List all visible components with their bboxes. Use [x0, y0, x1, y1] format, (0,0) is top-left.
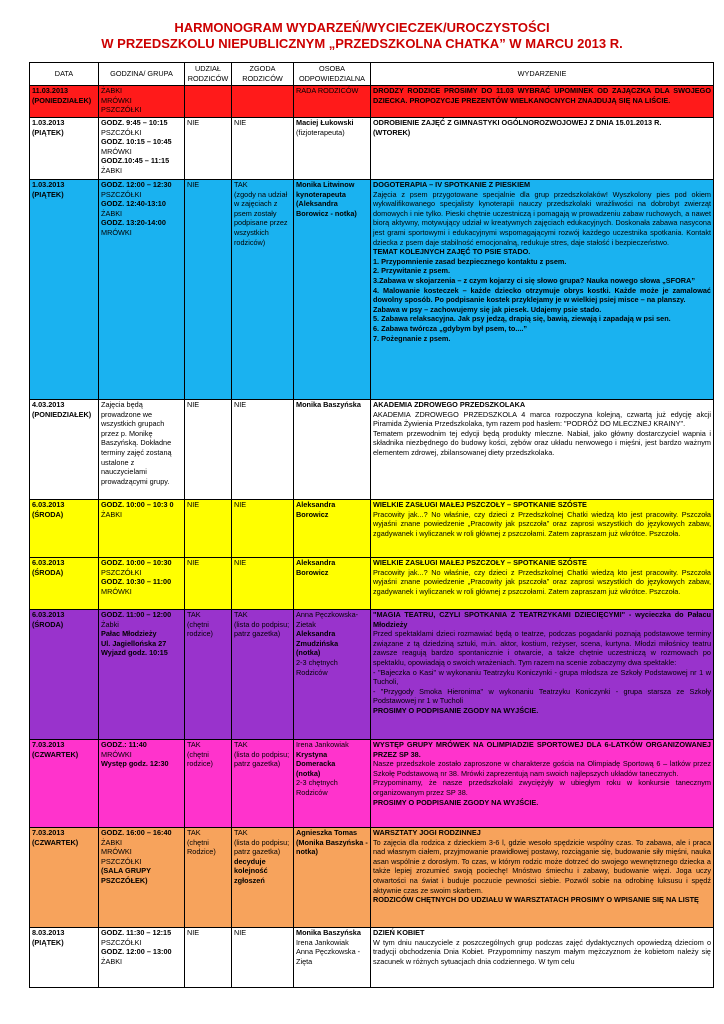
consent-cell — [232, 740, 294, 828]
time-group-cell-line: MRÓWKI — [101, 227, 132, 237]
time-group-cell-line: Żabki — [101, 619, 119, 629]
participation-cell-line: NIE — [187, 400, 200, 409]
responsible-person-cell — [294, 400, 371, 500]
participation-cell-line: TAK — [187, 610, 201, 619]
date-cell-line: (ŚRODA) — [32, 619, 64, 629]
responsible-person-cell — [294, 180, 371, 400]
participation-cell — [185, 500, 232, 558]
event-cell — [371, 558, 714, 610]
consent-cell-line: NIE — [234, 400, 247, 409]
consent-cell-line: (lista do podpisu; patrz gazetka) — [234, 749, 290, 769]
consent-cell-line: decyduje kolejność zgłoszeń — [234, 856, 268, 885]
header-date: DATA — [30, 63, 99, 86]
event-title: WARSZTATY JOGI RODZINNEJ — [373, 828, 481, 837]
date-cell-line: 6.03.2013 — [32, 610, 65, 619]
consent-cell — [232, 828, 294, 928]
participation-cell-line: TAK — [187, 828, 201, 837]
schedule-table — [29, 62, 714, 988]
date-cell — [30, 828, 99, 928]
event-cell — [371, 610, 714, 740]
time-group-cell — [99, 180, 185, 400]
event-cell — [371, 828, 714, 928]
table-body — [30, 86, 714, 988]
participation-cell — [185, 928, 232, 988]
responsible-person-cell — [294, 500, 371, 558]
consent-cell — [232, 500, 294, 558]
date-cell-line: 7.03.2013 — [32, 828, 65, 837]
responsible-person-cell-line: Maciej Łukowski — [296, 118, 354, 127]
consent-cell-line: (lista do podpisu; patrz gazetka) — [234, 837, 290, 857]
event-point: 7. Pożegnanie z psem. — [373, 333, 451, 343]
event-title: WIELKIE ZASŁUGI MAŁEJ PSZCZOŁY – SPOTKANIE SZÓSTE — [373, 500, 587, 509]
header-parent-consent: ZGODA RODZICÓW — [232, 63, 294, 86]
date-cell-line: (CZWARTEK) — [32, 749, 79, 759]
event-cell — [371, 400, 714, 500]
event-point: - "Przygody Smoka Hieronima" w wykonaniu Teatrzyku Koniczynki - grupa starsza ze Szkoły Podstawowej nr 1 w Tucholi — [373, 686, 711, 706]
time-group-cell-line: GODZ. 10:15 – 10:45 — [101, 137, 172, 147]
event-title: DOGOTERAPIA – IV SPOTKANIE Z PIESKIEM — [373, 180, 531, 189]
consent-cell-line: TAK — [234, 610, 248, 619]
date-cell-line: 6.03.2013 — [32, 500, 65, 509]
consent-cell — [232, 928, 294, 988]
consent-cell-line: NIE — [234, 558, 247, 567]
event-point: 6. Zabawa twórcza „gdybym był psem, to....” — [373, 323, 528, 333]
responsible-person-cell-line: 2-3 chętnych Rodziców — [296, 778, 338, 797]
time-group-cell-line: ŻABKI — [101, 208, 123, 218]
consent-cell — [232, 180, 294, 400]
event-cell — [371, 118, 714, 180]
participation-cell-line: NIE — [187, 558, 200, 567]
header-responsible-person: OSOBA ODPOWIEDZIALNA — [294, 63, 371, 86]
responsible-person-cell — [294, 610, 371, 740]
event-point: - "Bajeczka o Kasi" w wykonaniu Teatrzyku Koniczynki - grupa młodsza ze Szkoły Podstawowej nr 1 w Tucholi, — [373, 667, 711, 687]
participation-cell — [185, 558, 232, 610]
date-cell-line: 11.03.2013 — [32, 86, 69, 95]
event-description: Przed spektaklami dzieci rozmawiać będą o teatrze, podczas pogadanki poznają podstawowe terminy związane z tą dziedziną sztuki, m.in. aktor, kostium, reżyser, scena, kurtyna. Młodzi miłośnicy teatru zawsze reagują bardzo spontanicznie i otwarcie, a także chętnie uczestniczą w rozmowach po spektaklu, opowiadają o swoich wrażeniach. Tym razem na scenie zobaczymy dwa spektakle: — [373, 629, 711, 667]
date-cell-line: 4.03.2013 — [32, 400, 65, 409]
time-group-cell-line: GODZ. 12:40-13:10 — [101, 199, 166, 209]
date-cell — [30, 86, 99, 118]
time-group-cell-line: ŻABKI — [101, 509, 123, 519]
time-group-cell-line: Występ godz. 12:30 — [101, 759, 169, 769]
event-cell — [371, 928, 714, 988]
time-group-cell-line: MRÓWKI — [101, 95, 132, 105]
time-group-cell-line: GODZ. 12:00 – 12:30 — [101, 180, 172, 189]
responsible-person-cell — [294, 740, 371, 828]
time-group-cell-line: GODZ. 9:45 – 10:15 — [101, 118, 168, 127]
event-point: TEMAT KOLEJNYCH ZAJĘĆ TO PSIE STADO. — [373, 247, 531, 257]
consent-cell — [232, 118, 294, 180]
responsible-person-cell — [294, 928, 371, 988]
responsible-person-cell — [294, 86, 371, 118]
participation-cell-line: TAK — [187, 740, 201, 749]
event-point: 4. Malowanie kosteczek – każde dziecko otrzymuje obrys kostki. Każde może je zamalować dowolny sposób. Po podpisanie kostek przyklejamy je w wielkiej psiej misce – na planszy. — [373, 285, 711, 305]
responsible-person-cell-line: Agnieszka Tomas — [296, 828, 358, 837]
event-description: Przypominamy, że nasze przedszkolaki zwyciężyły w ubiegłym roku w konkursie tanecznym organizowanym przez SP 38. — [373, 778, 711, 797]
time-group-cell — [99, 500, 185, 558]
time-group-cell — [99, 118, 185, 180]
time-group-cell-line: GODZ. 10:00 – 10:3 0 — [101, 500, 174, 509]
responsible-person-cell-line: Monika Baszyńska — [296, 928, 361, 937]
responsible-person-cell-line: Aleksandra Borowicz — [296, 500, 336, 519]
consent-cell — [232, 86, 294, 118]
date-cell-line: 1.03.2013 — [32, 180, 65, 189]
date-cell — [30, 610, 99, 740]
time-group-cell-line: ŻABKI — [101, 86, 123, 95]
consent-cell-line: TAK — [234, 740, 248, 749]
event-text: (WTOREK) — [373, 127, 411, 137]
consent-cell-line: NIE — [234, 118, 247, 127]
responsible-person-cell-line: Monika Litwinow kynoterapeuta — [296, 180, 355, 199]
consent-cell-line: (zgody na udział w zajęciach z psem zostały podpisane przez wszystkich rodziców) — [234, 189, 288, 247]
event-title: WYSTĘP GRUPY MRÓWEK NA OLIMPIADZIE SPORTOWEJ DLA 6-LATKÓW ORGANIZOWANEJ PRZEZ SP 38. — [373, 740, 711, 759]
participation-cell-line: (chętni rodzice) — [187, 749, 213, 769]
responsible-person-cell-line: Monika Baszyńska — [296, 400, 361, 409]
responsible-person-cell-line: (notka) — [296, 648, 321, 658]
event-description: Zajęcia z psem przygotowane specjalnie dla grup przedszkolaków! Wyszkolony pies pod okiem wykwalifikowanego specjalisty kynoterapii nauczy przedszkolaki wrażliwości na dobrobyt zwierząt domowych i nie tylko. Pieski chętnie uczestniczą i pomagają w prowadzeniu zabaw ruchowych, a nawet biorą aktywny, motywujący udział w kreatywnych zajęciach edukacyjnych. Doskonała zabawa nasycona jest grami sportowymi i edukacyjnymi wspomagającymi rozwój każdego uczestnika spotkania. Kontakt dziecka z psem daje stabilność emocjonalną, redukuje stres, daje stałość i bezpieczeństwo. — [373, 189, 711, 247]
time-group-cell-line: GODZ. 13:20-14:00 — [101, 218, 166, 228]
time-group-cell-line: MRÓWKI — [101, 146, 132, 156]
event-cell — [371, 740, 714, 828]
time-group-cell — [99, 400, 185, 500]
responsible-person-cell-line: Irena Jankowiak — [296, 937, 349, 947]
responsible-person-cell — [294, 828, 371, 928]
participation-cell-line: (chętni Rodzice) — [187, 837, 216, 857]
time-group-cell-line: ŻABKI — [101, 165, 123, 175]
event-footer: RODZICÓW CHĘTNYCH DO UDZIAŁU W WARSZTATACH PROSIMY O WPISANIE SIĘ NA LISTĘ — [373, 895, 699, 905]
time-group-cell-line: GODZ. 11:30 – 12:15 — [101, 928, 172, 937]
participation-cell-line: NIE — [187, 180, 200, 189]
event-point: 5. Zabawa relaksacyjna. Jak psy jedzą, drapią się, bawią, ziewają i zapadają w psi sen. — [373, 314, 671, 324]
table-row — [30, 180, 714, 400]
consent-cell — [232, 610, 294, 740]
time-group-cell — [99, 610, 185, 740]
event-point: 3.Zabawa w skojarzenia – z czym kojarzy ci się słowo grupa? Nauka nowego słowa „SFORA” — [373, 275, 695, 285]
table-row — [30, 928, 714, 988]
event-text: DRODZY RODZICE PROSIMY DO 11.03 WYBRAĆ UPOMINEK OD ZAJĄCZKA DLA SWOJEGO DZIECKA. PROPOZYCJE PREZENTÓW WIELKANOCNYCH ZNAJDUJĄ SIĘ NA LIŚCIE. — [373, 86, 711, 105]
responsible-person-cell-line: Aleksandra Zmudzińska — [296, 629, 339, 648]
time-group-cell-line: PSZCZÓŁKI — [101, 127, 142, 137]
date-cell-line: (PIĄTEK) — [32, 189, 64, 199]
time-group-cell-line: Ul. Jagiellońska 27 — [101, 638, 167, 648]
table-row — [30, 118, 714, 180]
time-group-cell-line: Pałac Młodzieży — [101, 629, 157, 639]
time-group-cell-line: MRÓWKI — [101, 749, 132, 759]
document-title-line2: W PRZEDSZKOLU NIEPUBLICZNYM „PRZEDSZKOLNA CHATKA” W MARCU 2013 R. — [101, 36, 623, 51]
responsible-person-cell-line: (Aleksandra Borowicz - notka) — [296, 199, 357, 218]
responsible-person-cell-line: (Monika Baszyńska - notka) — [296, 837, 368, 857]
time-group-cell-line: PSZCZÓŁKI — [101, 567, 142, 577]
time-group-cell-line: GODZ.: 11:40 — [101, 740, 147, 749]
time-group-cell-line: PSZCZÓŁKI — [101, 105, 142, 115]
date-cell-line: (ŚRODA) — [32, 509, 64, 519]
date-cell-line: (CZWARTEK) — [32, 837, 79, 847]
event-cell — [371, 180, 714, 400]
responsible-person-cell — [294, 118, 371, 180]
event-title: "MAGIA TEATRU, CZYLI SPOTKANIA Z TEATRZYKAMI DZIECIĘCYMI" - wycieczka do Pałacu Młodzieży — [373, 610, 711, 629]
consent-cell-line: TAK — [234, 828, 248, 837]
responsible-person-cell-line: Irena Jankowiak — [296, 740, 349, 749]
time-group-cell-line: PSZCZÓŁKI — [101, 856, 142, 866]
consent-cell-line: (lista do podpisu; patrz gazetka) — [234, 619, 290, 639]
time-group-cell-line: GODZ. 10:30 – 11:00 — [101, 577, 172, 587]
participation-cell — [185, 610, 232, 740]
event-description: AKADEMIA ZDROWEGO PRZEDSZKOLA 4 marca rozpoczyna kolejną, czwartą już edycję akcji Piramida Żywienia Przedszkolaka, tym razem pod hasłem: "PODRÓŻ DO MLECZNEJ KRAINY". — [373, 409, 711, 429]
participation-cell-line: NIE — [187, 118, 200, 127]
time-group-cell — [99, 928, 185, 988]
event-description: Tematem przewodnim tej edycji będą produkty mleczne. Nabiał, jako główny dostarczyciel wapnia i składnika niezbędnego do budowy kości, zębów oraz układu nerwowego i mięśni, jest bardzo ważnym elementem zdrowej, zbilansowanej diety przedszkolaka. — [373, 428, 711, 457]
time-group-cell-line: GODZ.10:45 – 11:15 — [101, 156, 170, 166]
event-footer: PROSIMY O PODPISANIE ZGODY NA WYJŚCIE. — [373, 705, 539, 715]
date-cell-line: 6.03.2013 — [32, 558, 65, 567]
date-cell — [30, 118, 99, 180]
event-title: AKADEMIA ZDROWEGO PRZEDSZKOLAKA — [373, 400, 526, 409]
participation-cell — [185, 828, 232, 928]
table-header-row — [30, 63, 714, 86]
consent-cell — [232, 558, 294, 610]
participation-cell — [185, 86, 232, 118]
date-cell-line: 1.03.2013 — [32, 118, 65, 127]
date-cell-line: (ŚRODA) — [32, 567, 64, 577]
date-cell-line: (PIĄTEK) — [32, 127, 64, 137]
time-group-cell-line: PSZCZÓŁKI — [101, 189, 142, 199]
time-group-cell-line: (SALA GRUPY PSZCZÓŁEK) — [101, 866, 151, 885]
event-point: 2. Przywitanie z psem. — [373, 266, 451, 276]
table-row — [30, 828, 714, 928]
date-cell-line: 8.03.2013 — [32, 928, 65, 937]
table-row — [30, 558, 714, 610]
event-footer: PROSIMY O PODPISANIE ZGODY NA WYJŚCIE. — [373, 797, 539, 807]
time-group-cell-line: ŻABKI — [101, 837, 123, 847]
date-cell — [30, 740, 99, 828]
table-row — [30, 740, 714, 828]
responsible-person-cell-line: 2-3 chętnych Rodziców — [296, 657, 338, 677]
event-description: W tym dniu nauczyciele z poszczególnych grup podczas zajęć dydaktycznych opowiedzą dzieciom o tradycji obchodzenia Dnia Kobiet. Przypomnimy naszym małym mężczyznom że kobietom należy się szacunek w różnych sytuacjach dnia codziennego. W tym celu — [373, 937, 711, 966]
time-group-cell — [99, 740, 185, 828]
responsible-person-cell-line: Krystyna Domeracka — [296, 749, 336, 769]
date-cell — [30, 400, 99, 500]
event-text: ODROBIENIE ZAJĘĆ Z GIMNASTYKI OGÓLNOROZWOJOWEJ Z DNIA 15.01.2013 R. — [373, 118, 662, 127]
time-group-cell-line: ŻABKI — [101, 956, 123, 966]
time-group-cell-line: GODZ. 12:00 – 13:00 — [101, 947, 172, 957]
date-cell — [30, 500, 99, 558]
participation-cell-line: NIE — [187, 500, 200, 509]
responsible-person-cell-line: Anna Pęczkowska-Zietak — [296, 610, 359, 629]
date-cell-line: (PONIEDZIAŁEK) — [32, 409, 92, 419]
event-description: Pracowity jak...? No właśnie, czy dzieci z Przedszkolnej Chatki wiedzą kto jest pracowity. Pszczoła wyjaśni znane powiedzenie „Pracowity jak pszczoła” oraz zaprosi wszystkich do językowych zabaw, zgadywanek i wyliczanek w roli głównej z pszczołami. Zatem zapraszam już wkrótce. Pszczoła. — [373, 567, 711, 596]
time-group-cell-line: GODZ. 16:00 – 16:40 — [101, 828, 172, 837]
event-cell — [371, 86, 714, 118]
table-row — [30, 400, 714, 500]
time-group-cell-line: MRÓWKI — [101, 586, 132, 596]
consent-cell-line: NIE — [234, 928, 247, 937]
table-row — [30, 610, 714, 740]
participation-cell — [185, 180, 232, 400]
event-cell — [371, 500, 714, 558]
event-title: DZIEŃ KOBIET — [373, 928, 425, 937]
event-description: To zajęcia dla rodzica z dzieckiem 3-6 l, gdzie wesoło spędzicie wspólny czas. To zabawa, ale i praca nad własnym ciałem, przyjmowanie prawidłowej postawy, rozciąganie się, budowanie siły mięśni, nauka asan wspólnie z dorosłym. To czas, w którym rodzic może dotrzeć do swojego wewnętrznego dziecka a także lepiej zrozumieć swoją pociechę! Mnóstwo śmiechu i zabawy, budowanie więzi. Joga uczy otwartości na świat i buduje poczucie pewności siebie. Pozwól sobie na odrobinę luksusu i spędź aktywnie czas ze swoim skarbem. — [373, 837, 711, 895]
time-group-cell — [99, 86, 185, 118]
responsible-person-cell-line: (fizjoterapeuta) — [296, 127, 345, 137]
table-row — [30, 86, 714, 118]
event-point: Zabawa w psy – zachowujemy się jak piesek. Udajemy psie stado. — [373, 304, 602, 314]
date-cell — [30, 558, 99, 610]
event-point: 1. Przypomnienie zasad bezpiecznego kontaktu z psem. — [373, 256, 567, 266]
event-description: Pracowity jak...? No właśnie, czy dzieci z Przedszkolnej Chatki wiedzą kto jest pracowity. Pszczoła wyjaśni znane powiedzenie „Pracowity jak pszczoła” oraz zaprosi wszystkich do językowych zabaw, zgadywanek i wyliczanek w roli głównej z pszczołami. Zatem zapraszam już wkrótce. Pszczoła. — [373, 509, 711, 538]
participation-cell — [185, 118, 232, 180]
date-cell-line: (PIĄTEK) — [32, 937, 64, 947]
participation-cell-line: NIE — [187, 928, 200, 937]
header-event: WYDARZENIE — [371, 63, 714, 86]
consent-cell — [232, 400, 294, 500]
date-cell — [30, 928, 99, 988]
responsible-person-cell-line: (notka) — [296, 768, 321, 778]
time-group-cell — [99, 558, 185, 610]
participation-cell-line: (chętni rodzice) — [187, 619, 213, 639]
table-row — [30, 500, 714, 558]
event-description: Nasze przedszkole zostało zaproszone w charakterze gościa na Olimpiadę Sportową 6 – latków przez Szkołę Podstawową nr 38. Mrówki zaprezentują nam swoich najlepszych układów tanecznych. — [373, 759, 711, 778]
time-group-cell-line: GODZ. 10:00 – 10:30 — [101, 558, 172, 567]
responsible-person-cell-line: RADA RODZICÓW — [296, 86, 359, 95]
time-group-cell-line: Wyjazd godz. 10:15 — [101, 648, 168, 658]
responsible-person-cell-line: Anna Pęczkowska - Zięta — [296, 947, 361, 966]
participation-cell — [185, 740, 232, 828]
time-group-cell-line: Zajęcia będą prowadzone we wszystkich grupach przez p. Monikę Baszyńską. Dokładne terminy zajęć zostaną ustalone z nauczycielami prowadzącymi grupy. — [101, 400, 172, 486]
time-group-cell-line: MRÓWKI — [101, 847, 132, 857]
header-parent-participation: UDZIAŁ RODZICÓW — [185, 63, 232, 86]
responsible-person-cell — [294, 558, 371, 610]
consent-cell-line: TAK — [234, 180, 248, 189]
date-cell-line: (PONIEDZIAŁEK) — [32, 95, 92, 105]
document-title-line1: HARMONOGRAM WYDARZEŃ/WYCIECZEK/UROCZYSTOŚCI — [174, 20, 550, 35]
header-time-group: GODZINA/ GRUPA — [99, 63, 185, 86]
participation-cell — [185, 400, 232, 500]
time-group-cell-line: GODZ. 11:00 – 12:00 — [101, 610, 172, 619]
date-cell — [30, 180, 99, 400]
time-group-cell-line: PSZCZÓŁKI — [101, 937, 142, 947]
event-title: WIELKIE ZASŁUGI MAŁEJ PSZCZOŁY – SPOTKANIE SZÓSTE — [373, 558, 587, 567]
responsible-person-cell-line: Aleksandra Borowicz — [296, 558, 336, 577]
time-group-cell — [99, 828, 185, 928]
consent-cell-line: NIE — [234, 500, 247, 509]
date-cell-line: 7.03.2013 — [32, 740, 65, 749]
